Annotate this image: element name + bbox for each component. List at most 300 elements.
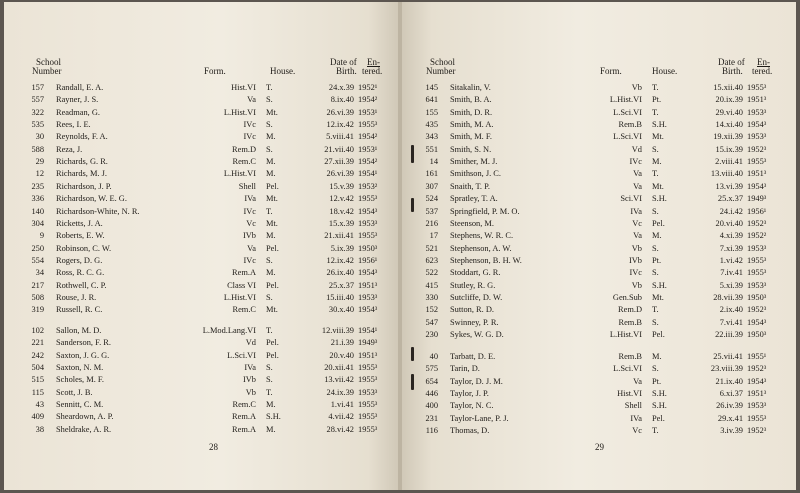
date-of-birth: 12.viii.39 <box>321 326 354 335</box>
student-house: T. <box>652 305 659 315</box>
date-of-birth: 1.vi.42 <box>719 255 743 265</box>
student-name: Randall, E. A. <box>56 83 104 92</box>
year-entered: 1954² <box>358 157 378 167</box>
student-form: L.Sci.VI <box>227 350 256 360</box>
student-form: L.Hist.VI <box>223 169 256 179</box>
student-name: Smith, S. N. <box>450 144 492 154</box>
student-name: Rogers, D. G. <box>56 255 103 265</box>
student-row <box>4 243 400 255</box>
student-name: Saxton, J. G. G. <box>56 350 110 360</box>
student-house: T. <box>652 169 659 179</box>
school-number: 623 <box>425 255 438 265</box>
school-number: 307 <box>425 181 438 191</box>
student-form: IVa <box>244 194 256 204</box>
student-form: Rem.A <box>232 424 256 434</box>
school-number: 250 <box>31 243 44 253</box>
school-number: 304 <box>31 218 44 228</box>
student-row <box>400 363 796 375</box>
date-of-birth: 21.i.39 <box>330 338 354 348</box>
year-entered: 1950³ <box>747 292 767 302</box>
student-form: Rem.D <box>618 305 642 315</box>
student-house: M. <box>652 352 662 361</box>
student-row <box>400 317 796 329</box>
student-house: Pel. <box>266 338 279 348</box>
student-row <box>4 193 400 205</box>
student-name: Ricketts, J. A. <box>56 218 103 228</box>
student-row <box>400 107 796 119</box>
header-dob-1: Date of <box>330 57 357 67</box>
student-name: Saxton, N. M. <box>56 363 104 373</box>
date-of-birth: 26.ix.40 <box>326 268 354 278</box>
student-name: Springfield, P. M. O. <box>450 206 520 216</box>
student-form: Va <box>633 231 642 241</box>
student-row <box>4 350 400 362</box>
student-row <box>400 82 796 94</box>
date-of-birth: 3.iv.39 <box>720 426 743 436</box>
student-name: Taylor-Lane, P. J. <box>450 413 509 423</box>
binding-stitch <box>411 374 414 390</box>
year-entered: 1956¹ <box>747 206 767 216</box>
school-number: 515 <box>31 375 44 385</box>
school-number: 116 <box>425 426 438 436</box>
student-row <box>4 131 400 143</box>
year-entered: 1953³ <box>747 401 767 411</box>
student-form: Va <box>247 95 256 105</box>
date-of-birth: 4.vii.42 <box>328 412 354 422</box>
school-number: 29 <box>35 157 44 167</box>
year-entered: 1955³ <box>747 413 767 423</box>
student-house: Pel. <box>266 350 279 360</box>
student-name: Rayner, J. S. <box>56 95 99 105</box>
date-of-birth: 24.ix.39 <box>326 387 354 397</box>
date-of-birth: 8.ix.40 <box>330 95 354 105</box>
student-name: Sutton, R. D. <box>450 305 494 315</box>
student-name: Tarbatt, D. E. <box>450 352 496 361</box>
school-number: 551 <box>425 144 438 154</box>
date-of-birth: 20.v.40 <box>329 350 354 360</box>
year-entered: 1954² <box>358 95 378 105</box>
student-form: L.Sci.VI <box>613 132 642 142</box>
student-form: IVa <box>630 206 642 216</box>
student-name: Sheldrake, A. R. <box>56 424 112 434</box>
date-of-birth: 5.ix.39 <box>330 243 354 253</box>
date-of-birth: 21.vii.40 <box>324 144 354 154</box>
student-name: Stephenson, B. H. W. <box>450 255 522 265</box>
student-name: Sitakalin, V. <box>450 83 491 92</box>
student-row <box>4 424 400 436</box>
student-row <box>400 230 796 242</box>
student-house: S. <box>266 144 273 154</box>
school-number: 575 <box>425 364 438 374</box>
year-entered: 1950³ <box>747 330 767 339</box>
school-number: 343 <box>425 132 438 142</box>
year-entered: 1952³ <box>747 144 767 154</box>
student-name: Spratley, T. A. <box>450 194 498 204</box>
date-of-birth: 13.vii.42 <box>324 375 354 385</box>
year-entered: 1949³ <box>747 194 767 204</box>
student-house: M. <box>266 424 276 434</box>
date-of-birth: 29.vi.40 <box>715 107 743 117</box>
date-of-birth: 19.xii.39 <box>713 132 743 142</box>
school-number: 40 <box>429 352 438 361</box>
student-row <box>4 230 400 242</box>
student-house: M. <box>652 157 662 167</box>
student-house: S. <box>652 206 659 216</box>
date-of-birth: 30.x.40 <box>328 305 354 315</box>
student-house: T. <box>266 206 273 216</box>
year-entered: 1954³ <box>747 317 767 327</box>
header-entered-2: tered. <box>362 66 383 76</box>
student-row <box>4 181 400 193</box>
student-house: M. <box>652 231 662 241</box>
date-of-birth: 20.xii.41 <box>324 363 354 373</box>
student-form: Vd <box>245 338 256 348</box>
student-house: T. <box>652 83 659 92</box>
school-number: 641 <box>425 95 438 105</box>
student-form: L.Sci.VI <box>613 364 642 374</box>
student-house: S. <box>266 95 273 105</box>
student-name: Reynolds, F. A. <box>56 132 108 142</box>
date-of-birth: 5.viii.41 <box>326 132 354 142</box>
header-entered-2: tered. <box>752 66 773 76</box>
student-row <box>4 168 400 180</box>
student-row <box>4 292 400 304</box>
date-of-birth: 21.ix.40 <box>715 376 743 386</box>
student-name: Robinson, C. W. <box>56 243 112 253</box>
student-row <box>400 388 796 400</box>
student-name: Roberts, E. W. <box>56 231 105 241</box>
date-of-birth: 5.xi.39 <box>719 280 743 290</box>
date-of-birth: 15.v.39 <box>329 181 354 191</box>
year-entered: 1952¹ <box>358 83 378 92</box>
student-form: Shell <box>624 401 642 411</box>
book-gutter <box>398 2 402 490</box>
student-house: Pt. <box>652 376 662 386</box>
student-house: Pel. <box>652 218 665 228</box>
student-form: Rem.B <box>618 352 642 361</box>
school-number: 415 <box>425 280 438 290</box>
date-of-birth: 2.viii.41 <box>715 157 743 167</box>
book-spread <box>4 2 796 490</box>
year-entered: 1953¹ <box>358 107 378 117</box>
school-number: 557 <box>31 95 44 105</box>
student-form: IVc <box>629 157 642 167</box>
student-name: Richardson-White, N. R. <box>56 206 140 216</box>
year-entered: 1954³ <box>358 206 378 216</box>
year-entered: 1953³ <box>358 218 378 228</box>
student-house: T. <box>266 326 273 335</box>
student-house: Mt. <box>652 292 664 302</box>
student-row <box>400 413 796 425</box>
school-number: 14 <box>429 157 438 167</box>
student-house: Pel. <box>266 181 279 191</box>
student-row <box>4 82 400 94</box>
school-number: 535 <box>31 120 44 130</box>
student-name: Russell, R. C. <box>56 305 103 315</box>
student-form: IVc <box>243 132 256 142</box>
student-form: Rem.C <box>232 157 256 167</box>
student-name: Stutley, R. G. <box>450 280 496 290</box>
binding-stitch <box>411 198 414 212</box>
school-number: 409 <box>31 412 44 422</box>
student-house: Pt. <box>652 255 662 265</box>
student-row <box>400 156 796 168</box>
date-of-birth: 25.x.37 <box>717 194 743 204</box>
student-form: Hist.VI <box>231 83 256 92</box>
student-form: Vc <box>246 218 256 228</box>
student-row <box>4 218 400 230</box>
school-number: 12 <box>35 169 44 179</box>
right-page <box>400 2 796 490</box>
year-entered: 1955³ <box>747 157 767 167</box>
date-of-birth: 24.x.39 <box>328 83 354 92</box>
student-row <box>400 351 796 363</box>
school-number: 242 <box>31 350 44 360</box>
school-number: 521 <box>425 243 438 253</box>
year-entered: 1949³ <box>358 338 378 348</box>
student-name: Richards, M. J. <box>56 169 107 179</box>
student-row <box>400 329 796 341</box>
school-number: 235 <box>31 181 44 191</box>
school-number: 155 <box>425 107 438 117</box>
student-form: Gen.Sub <box>612 292 642 302</box>
student-house: S. <box>266 375 273 385</box>
page-number-left: 28 <box>209 442 218 452</box>
year-entered: 1955³ <box>358 120 378 130</box>
year-entered: 1954² <box>358 132 378 142</box>
student-form: L.Hist.VI <box>609 330 642 339</box>
student-form: Rem.C <box>232 305 256 315</box>
student-house: T. <box>266 83 273 92</box>
student-form: Rem.A <box>232 268 256 278</box>
school-number: 230 <box>425 330 438 339</box>
date-of-birth: 13.viii.40 <box>710 169 743 179</box>
year-entered: 1955³ <box>358 231 378 241</box>
student-row <box>400 144 796 156</box>
student-form: IVc <box>243 120 256 130</box>
student-row <box>400 280 796 292</box>
year-entered: 1952² <box>747 231 767 241</box>
student-row <box>4 325 400 337</box>
student-house: S.H. <box>652 280 667 290</box>
student-form: L.Hist.VI <box>609 95 642 105</box>
school-number: 161 <box>425 169 438 179</box>
student-row <box>400 425 796 437</box>
year-entered: 1955³ <box>358 363 378 373</box>
student-name: Smith, M. A. <box>450 120 494 130</box>
student-row <box>4 267 400 279</box>
header-dob-2: Birth. <box>722 66 743 76</box>
student-row <box>400 218 796 230</box>
student-house: M. <box>266 157 276 167</box>
student-form: Va <box>633 376 642 386</box>
student-row <box>4 280 400 292</box>
student-name: Sallon, M. D. <box>56 326 102 335</box>
student-form: Shell <box>238 181 256 191</box>
student-house: Mt. <box>266 194 278 204</box>
student-house: T. <box>652 107 659 117</box>
header-dob-1: Date of <box>718 57 745 67</box>
year-entered: 1953³ <box>358 387 378 397</box>
student-name: Taylor, D. J. M. <box>450 376 503 386</box>
student-name: Rees, I. E. <box>56 120 91 130</box>
date-of-birth: 15.ix.39 <box>715 144 743 154</box>
student-form: Vc <box>632 426 642 436</box>
date-of-birth: 13.vi.39 <box>715 181 743 191</box>
school-number: 322 <box>31 107 44 117</box>
student-row <box>400 255 796 267</box>
year-entered: 1953³ <box>747 243 767 253</box>
student-row <box>400 400 796 412</box>
school-number: 157 <box>31 83 44 92</box>
student-name: Sanderson, F. R. <box>56 338 111 348</box>
year-entered: 1955³ <box>358 400 378 410</box>
date-of-birth: 15.iii.40 <box>326 292 354 302</box>
date-of-birth: 28.vii.39 <box>713 292 743 302</box>
student-row <box>4 337 400 349</box>
year-entered: 1956¹ <box>358 255 378 265</box>
student-row <box>400 181 796 193</box>
student-house: S. <box>266 255 273 265</box>
header-house: House. <box>652 66 678 76</box>
student-house: M. <box>266 169 276 179</box>
school-number: 152 <box>425 305 438 315</box>
student-row <box>400 243 796 255</box>
header-form: Form. <box>600 66 622 76</box>
year-entered: 1955³ <box>747 255 767 265</box>
student-row <box>4 144 400 156</box>
date-of-birth: 15.x.39 <box>328 218 354 228</box>
student-name: Scott, J. B. <box>56 387 93 397</box>
student-row <box>400 131 796 143</box>
student-house: S.H. <box>266 412 281 422</box>
year-entered: 1952³ <box>747 364 767 374</box>
student-form: Rem.B <box>618 317 642 327</box>
year-entered: 1954³ <box>747 120 767 130</box>
student-form: L.Hist.VI <box>223 292 256 302</box>
school-number: 504 <box>31 363 44 373</box>
student-name: Thomas, D. <box>450 426 490 436</box>
year-entered: 1954³ <box>358 268 378 278</box>
year-entered: 1953³ <box>358 292 378 302</box>
year-entered: 1951³ <box>747 389 767 399</box>
school-number: 102 <box>31 326 44 335</box>
student-house: S.H. <box>652 401 667 411</box>
year-entered: 1951³ <box>358 350 378 360</box>
date-of-birth: 20.ix.39 <box>715 95 743 105</box>
year-entered: 1952³ <box>747 305 767 315</box>
date-of-birth: 26.vi.39 <box>326 169 354 179</box>
year-entered: 1951³ <box>747 95 767 105</box>
student-house: S. <box>266 363 273 373</box>
student-row <box>400 292 796 304</box>
student-form: IVa <box>244 363 256 373</box>
student-name: Taylor, J. P. <box>450 389 489 399</box>
year-entered: 1953¹ <box>358 144 378 154</box>
school-number: 524 <box>425 194 438 204</box>
student-name: Swinney, P. R. <box>450 317 499 327</box>
student-form: IVc <box>243 255 256 265</box>
student-row <box>4 156 400 168</box>
header-house: House. <box>270 66 296 76</box>
student-name: Rothwell, C. P. <box>56 280 107 290</box>
school-number: 9 <box>39 231 44 241</box>
student-house: S. <box>652 268 659 278</box>
student-row <box>4 255 400 267</box>
student-form: IVb <box>242 375 256 385</box>
student-house: S. <box>652 243 659 253</box>
student-row <box>400 267 796 279</box>
school-number: 231 <box>425 413 438 423</box>
student-form: Sci.VI <box>620 194 642 204</box>
student-house: Mt. <box>652 132 664 142</box>
student-house: T. <box>652 426 659 436</box>
header-school: School <box>36 57 62 67</box>
date-of-birth: 7.vi.41 <box>719 317 743 327</box>
student-row <box>400 168 796 180</box>
student-name: Smith, B. A. <box>450 95 492 105</box>
student-form: IVb <box>242 231 256 241</box>
student-house: S. <box>266 120 273 130</box>
school-number: 508 <box>31 292 44 302</box>
year-entered: 1952³ <box>747 426 767 436</box>
student-name: Richardson, J. P. <box>56 181 112 191</box>
student-house: Pel. <box>266 280 279 290</box>
year-entered: 1950³ <box>358 243 378 253</box>
date-of-birth: 22.iii.39 <box>715 330 743 339</box>
date-of-birth: 14.xi.40 <box>715 120 743 130</box>
year-entered: 1955³ <box>358 412 378 422</box>
date-of-birth: 6.xi.37 <box>719 389 743 399</box>
student-house: M. <box>266 268 276 278</box>
date-of-birth: 12.ix.42 <box>326 120 354 130</box>
date-of-birth: 15.xii.40 <box>713 83 743 92</box>
page-number-right: 29 <box>595 442 604 452</box>
student-row <box>400 94 796 106</box>
header-form: Form. <box>204 66 226 76</box>
student-name: Sheardown, A. P. <box>56 412 114 422</box>
date-of-birth: 27.xii.39 <box>324 157 354 167</box>
date-of-birth: 25.vii.41 <box>713 352 743 361</box>
school-number: 554 <box>31 255 44 265</box>
student-row <box>4 119 400 131</box>
school-number: 537 <box>425 206 438 216</box>
student-name: Richardson, W. E. G. <box>56 194 127 204</box>
school-number: 330 <box>425 292 438 302</box>
year-entered: 1954¹ <box>358 326 378 335</box>
student-house: S.H. <box>652 120 667 130</box>
school-number: 319 <box>31 305 44 315</box>
school-number: 30 <box>35 132 44 142</box>
student-house: M. <box>266 400 276 410</box>
school-number: 221 <box>31 338 44 348</box>
school-number: 435 <box>425 120 438 130</box>
header-dob-2: Birth. <box>336 66 357 76</box>
date-of-birth: 29.x.41 <box>717 413 743 423</box>
student-form: L.Hist.VI <box>223 107 256 117</box>
student-house: Mt. <box>266 305 278 315</box>
school-number: 522 <box>425 268 438 278</box>
school-number: 38 <box>35 424 44 434</box>
student-name: Steenson, M. <box>450 218 494 228</box>
student-form: Rem.C <box>232 400 256 410</box>
student-form: Rem.A <box>232 412 256 422</box>
student-name: Snaith, T. P. <box>450 181 490 191</box>
school-number: 336 <box>31 194 44 204</box>
student-name: Sykes, W. G. D. <box>450 330 504 339</box>
year-entered: 1955³ <box>358 375 378 385</box>
school-number: 216 <box>425 218 438 228</box>
